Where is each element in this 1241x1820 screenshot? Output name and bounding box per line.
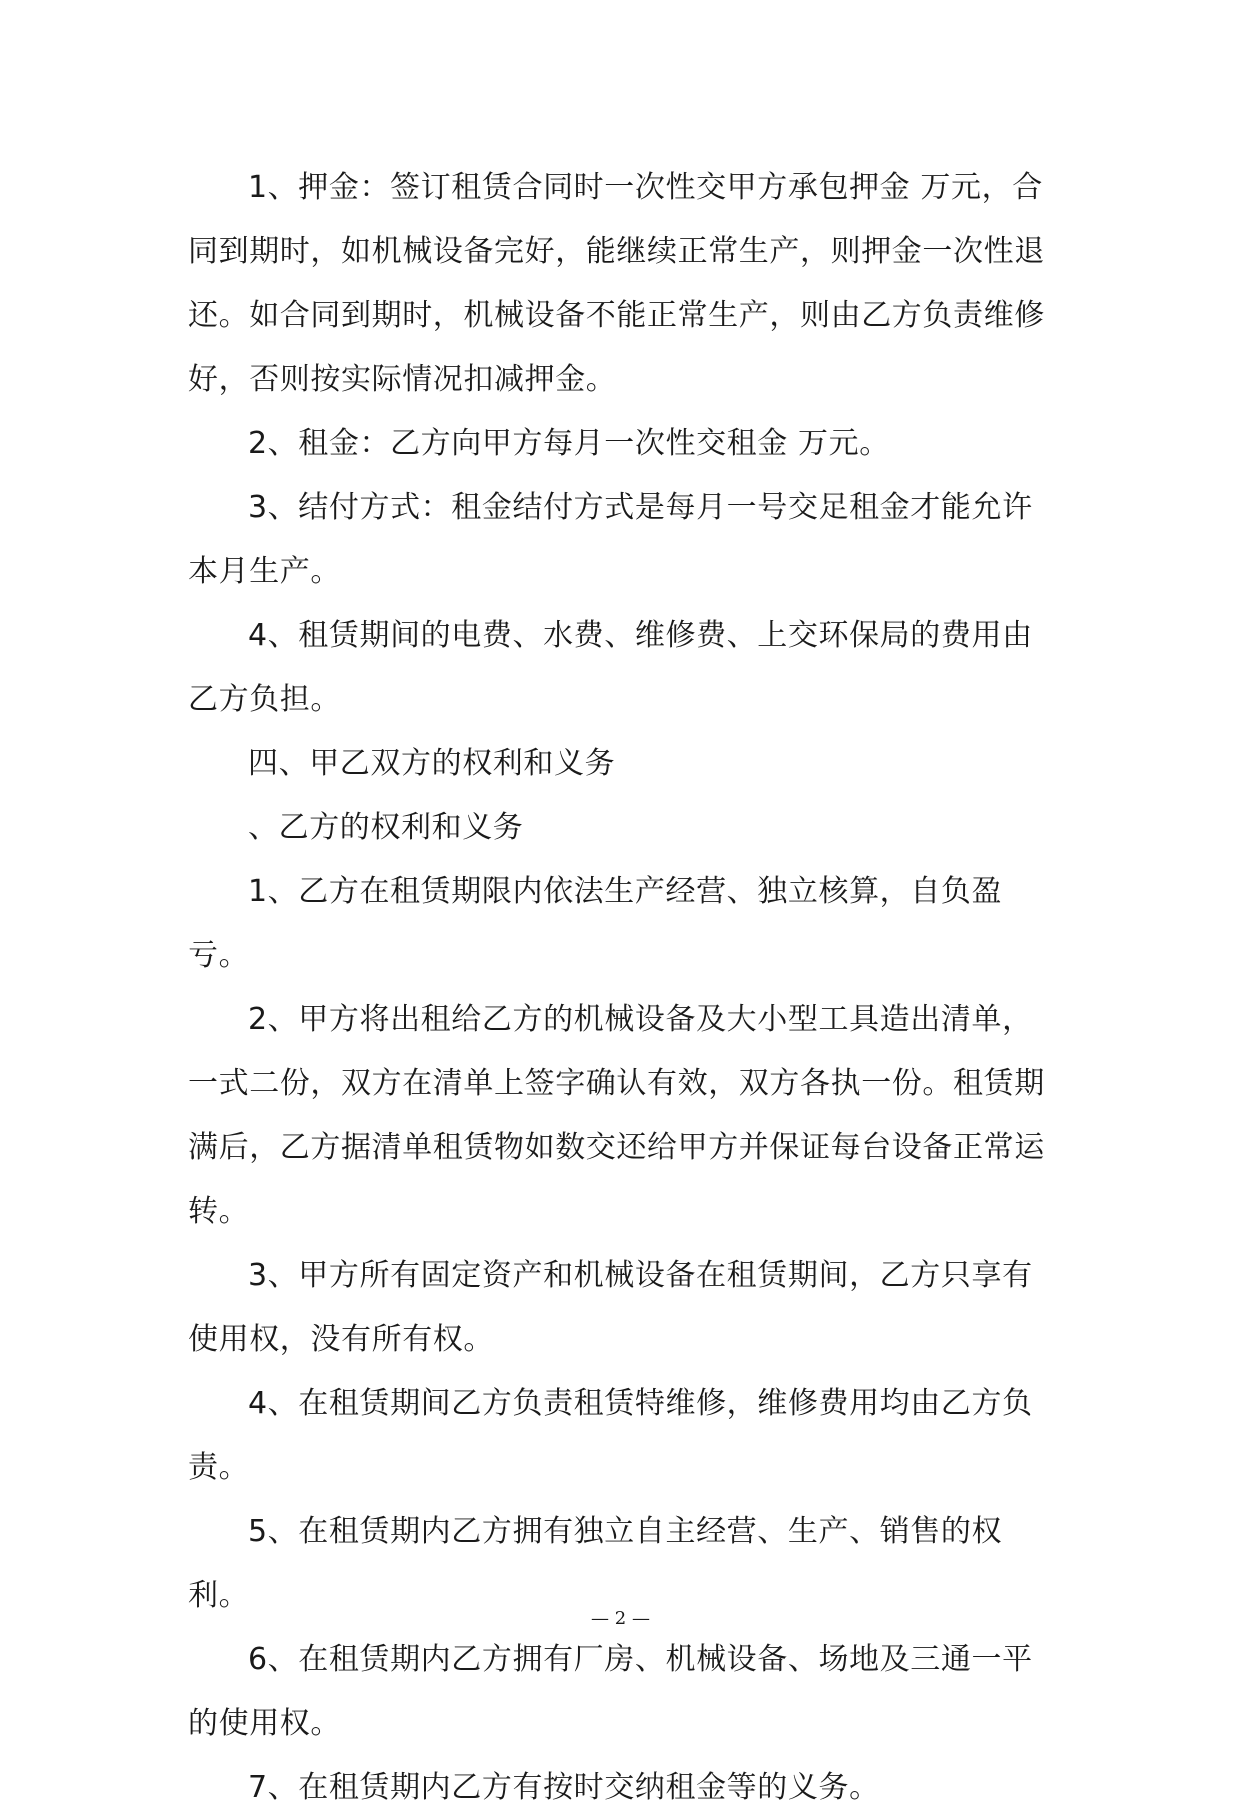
subsection-heading-party-b: 、乙方的权利和义务: [248, 810, 524, 845]
paragraph-payment-method: 3、结付方式：租金结付方式是每月一号交足租金才能允许本月生产。: [188, 490, 1033, 589]
page-number: — 2 —: [591, 1608, 650, 1629]
section-heading-rights-obligations: 四、甲乙双方的权利和义务: [248, 746, 616, 781]
paragraph-rent: 2、租金：乙方向甲方每月一次性交租金 万元。: [248, 426, 890, 461]
clause-1: 1、乙方在租赁期限内依法生产经营、独立核算，自负盈亏。: [188, 874, 1003, 973]
clause-4: 4、在租赁期间乙方负责租赁特维修，维修费用均由乙方负责。: [188, 1386, 1033, 1485]
paragraph-deposit: 1、押金：签订租赁合同时一次性交甲方承包押金 万元，合同到期时，如机械设备完好，能继续正常生产，则押金一次性退还。如合同到期时，机械设备不能正常生产，则由乙方负责维修好，否则按实际情况扣减押金。: [188, 170, 1045, 397]
clause-7: 7、在租赁期内乙方有按时交纳租金等的义务。: [248, 1770, 880, 1805]
clause-5: 5、在租赁期内乙方拥有独立自主经营、生产、销售的权利。: [188, 1514, 1003, 1613]
document-body: [188, 156, 1053, 1820]
paragraph-expenses: 4、租赁期间的电费、水费、维修费、上交环保局的费用由乙方负担。: [188, 618, 1033, 717]
clause-2: 2、甲方将出租给乙方的机械设备及大小型工具造出清单，一式二份，双方在清单上签字确认有效，双方各执一份。租赁期满后，乙方据清单租赁物如数交还给甲方并保证每台设备正常运转。: [188, 1002, 1045, 1229]
clause-3: 3、甲方所有固定资产和机械设备在租赁期间，乙方只享有使用权，没有所有权。: [188, 1258, 1033, 1357]
clause-6: 6、在租赁期内乙方拥有厂房、机械设备、场地及三通一平的使用权。: [188, 1642, 1033, 1741]
